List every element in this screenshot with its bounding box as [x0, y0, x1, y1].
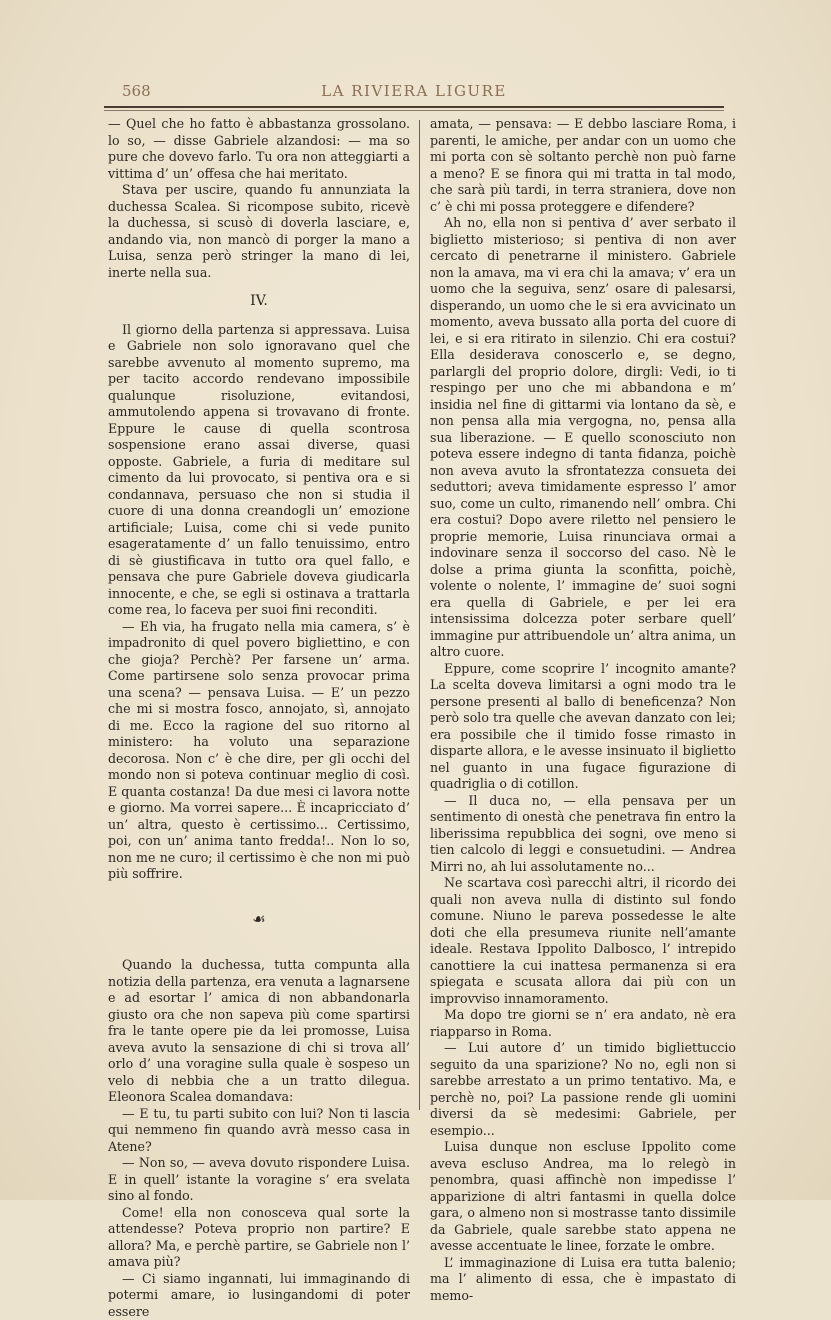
paragraph: Ah no, ella non si pentiva d’ aver serbato il biglietto misterioso; si pentiva di non aver cercato di penetrarne il ministero. Gabriele non la amava, ma vi era chi la amava; v’ era un uomo che la seguiva, senz’ osare di palesarsi, disperando, un uomo che le si era avvicinato un momento, aveva bussato alla porta del cuore di lei, e si era ritirato in silenzio. Chi era costui? Ella desiderava conoscerlo e, se degno, parlargli del proprio dolore, dirgli: Vedi, io ti respingo per uno che mi abbandona e m’ insidia nel fine di gittarmi via lontano da sè, e non pensa alla mia vergogna, no, pensa alla sua liberazione. — E quello sconosciuto non poteva essere indegno di tanta fidanza, poichè non aveva avuto la sfrontatezza consueta dei seduttori; aveva timidamente espresso l’ amor suo, come un culto, rimanendo nell’ ombra. Chi era costui? Dopo avere riletto nel pensiero le proprie memorie, Luisa rinunciava ormai a indovinare senza il soccorso del caso. Nè le dolse a prima giunta la sconfitta, poichè, volente o nolente, l’ immagine de’ suoi sogni era quella di Gabriele, e per lei era intensissima dolcezza poter serbare quell’ immagine pur attribuendole un’ altra anima, un altro cuore.	[430, 215, 736, 661]
paragraph: amata, — pensava: — E debbo lasciare Roma, i parenti, le amiche, per andar con un uomo che mi porta con sè soltanto perchè non può farne a meno? E se finora qui mi tratta in tal modo, che sarà più tardi, in terra straniera, dove non c’ è chi mi possa proteggere e difendere?	[430, 116, 736, 215]
paragraph: — Quel che ho fatto è abbastanza grossolano. lo so, — disse Gabriele alzandosi: — ma so pure che dovevo farlo. Tu ora non atteggiarti a vittima d’ un’ offesa che hai meritato.	[108, 116, 410, 182]
page-number: 568	[122, 82, 151, 100]
paragraph: — Il duca no, — ella pensava per un sentimento di onestà che penetrava fin entro la liberissima repubblica dei sogni, ove meno si tien calcolo di leggi e consuetudini. — Andrea Mirri no, ah lui assolutamente no...	[430, 793, 736, 876]
ornament-icon: ☙	[108, 911, 410, 928]
paragraph: — Non so, — aveva dovuto rispondere Luisa. E in quell’ istante la voragine s’ era svelata sino al fondo.	[108, 1155, 410, 1205]
paragraph: Ne scartava così parecchi altri, il ricordo dei quali non aveva nulla di distinto sul fondo comune. Niuno le pareva possedesse le alte doti che ella presumeva riunite nell’amante ideale. Restava Ippolito Dalbosco, l’ intrepido canottiere la cui inattesa permanenza si era spiegata e scusata allora dai più con un improvviso innamoramento.	[430, 875, 736, 1007]
paragraph: — Eh via, ha frugato nella mia camera, s’ è impadronito di quel povero bigliettino, e con che gioja? Perchè? Per farsene un’ arma. Come partirsene solo senza provocar prima una scena? — pensava Luisa. — E’ un pezzo che mi si mostra fosco, annojato, sì, annojato di me. Ecco la ragione del suo ritorno al ministero: ha voluto una separazione decorosa. Non c’ è che dire, per gli occhi del mondo non si poteva continuar meglio di così. E quanta costanza! Da due mesi ci lavora notte e giorno. Ma vorrei sapere... È incapricciato d’ un’ altra, questo è certissimo... Certissimo, poi, con un’ anima tanto fredda!.. Non lo so, non me ne curo; il certissimo è che non mi può più soffrire.	[108, 619, 410, 883]
paragraph: — Lui autore d’ un timido bigliettuccio seguito da una sparizione? No no, egli non si sarebbe arrestato a un primo tentativo. Ma, e perchè no, poi? La passione rende gli uomini diversi da sè medesimi: Gabriele, per esempio...	[430, 1040, 736, 1139]
paragraph: Il giorno della partenza si appressava. Luisa e Gabriele non solo ignoravano quel che sarebbe avvenuto al momento supremo, ma per tacito accordo rendevano impossibile qualunque risoluzione, evitandosi, ammutolendo appena si trovavano di fronte. Eppure le cause di quella scontrosa sospensione erano assai diverse, quasi opposte. Gabriele, a furia di meditare sul cimento da lui provocato, si pentiva ora e si condannava, persuaso che non si studia il cuore di una donna creandogli un’ emozione artificiale; Luisa, come chi si vede punito esageratamente d’ un fallo tenuissimo, entro di sè giustificava in tutto ora quel fallo, e pensava che pure Gabriele doveva giudicarla innocente, e che, se egli si ostinava a trattarla come rea, lo faceva per suoi fini reconditi.	[108, 322, 410, 619]
header-rule-thin	[104, 110, 724, 111]
running-title: LA RIVIERA LIGURE	[104, 82, 724, 100]
paragraph: L’ immaginazione di Luisa era tutta balenio; ma l’ alimento di essa, che è impastato di memo-	[430, 1255, 736, 1305]
right-column	[430, 116, 736, 1304]
paragraph: — E tu, tu parti subito con lui? Non ti lascia qui nemmeno fin quando avrà messo casa in Atene?	[108, 1106, 410, 1156]
paragraph: Come! ella non conosceva qual sorte la attendesse? Poteva proprio non partire? E allora? Ma, e perchè partire, se Gabriele non l’ amava più?	[108, 1205, 410, 1271]
paragraph: Stava per uscire, quando fu annunziata la duchessa Scalea. Si ricompose subito, ricevè la duchessa, si scusò di doverla lasciare, e, andando via, non mancò di porger la mano a Luisa, senza però stringer la mano di lei, inerte nella sua.	[108, 182, 410, 281]
paragraph: Quando la duchessa, tutta compunta alla notizia della partenza, era venuta a lagnarsene e ad esortar l’ amica di non abbandonarla giusto ora che non sapeva più come spartirsi fra le tante opere pie da lei promosse, Luisa aveva avuto la sensazione di chi si trova all’ orlo d’ una voragine sulla quale è sospeso un velo di nebbia che a un tratto dilegua. Eleonora Scalea domandava:	[108, 957, 410, 1106]
section-heading: IV.	[108, 293, 410, 310]
page-header	[104, 82, 724, 104]
paragraph: — Ci siamo ingannati, lui immaginando di potermi amare, io lusingandomi di poter essere	[108, 1271, 410, 1320]
column-divider	[419, 120, 420, 1110]
left-column	[108, 116, 410, 1320]
paragraph: Eppure, come scoprire l’ incognito amante? La scelta doveva limitarsi a ogni modo tra le persone presenti al ballo di beneficenza? Non però solo tra quelle che avevan danzato con lei; era possibile che il timido fosse rimasto in disparte allora, e le avesse insinuato il biglietto nel guanto in una fugace figurazione di quadriglia o di cotillon.	[430, 661, 736, 793]
paragraph: Ma dopo tre giorni se n’ era andato, nè era riapparso in Roma.	[430, 1007, 736, 1040]
paragraph: Luisa dunque non escluse Ippolito come aveva escluso Andrea, ma lo relegò in penombra, quasi affinchè non impedisse l’ apparizione di altri fantasmi in quella dolce gara, o almeno non si mostrasse tanto dissimile da Gabriele, quale sarebbe stato appena ne avesse accentuate le linee, forzate le ombre.	[430, 1139, 736, 1255]
header-rule	[104, 106, 724, 108]
